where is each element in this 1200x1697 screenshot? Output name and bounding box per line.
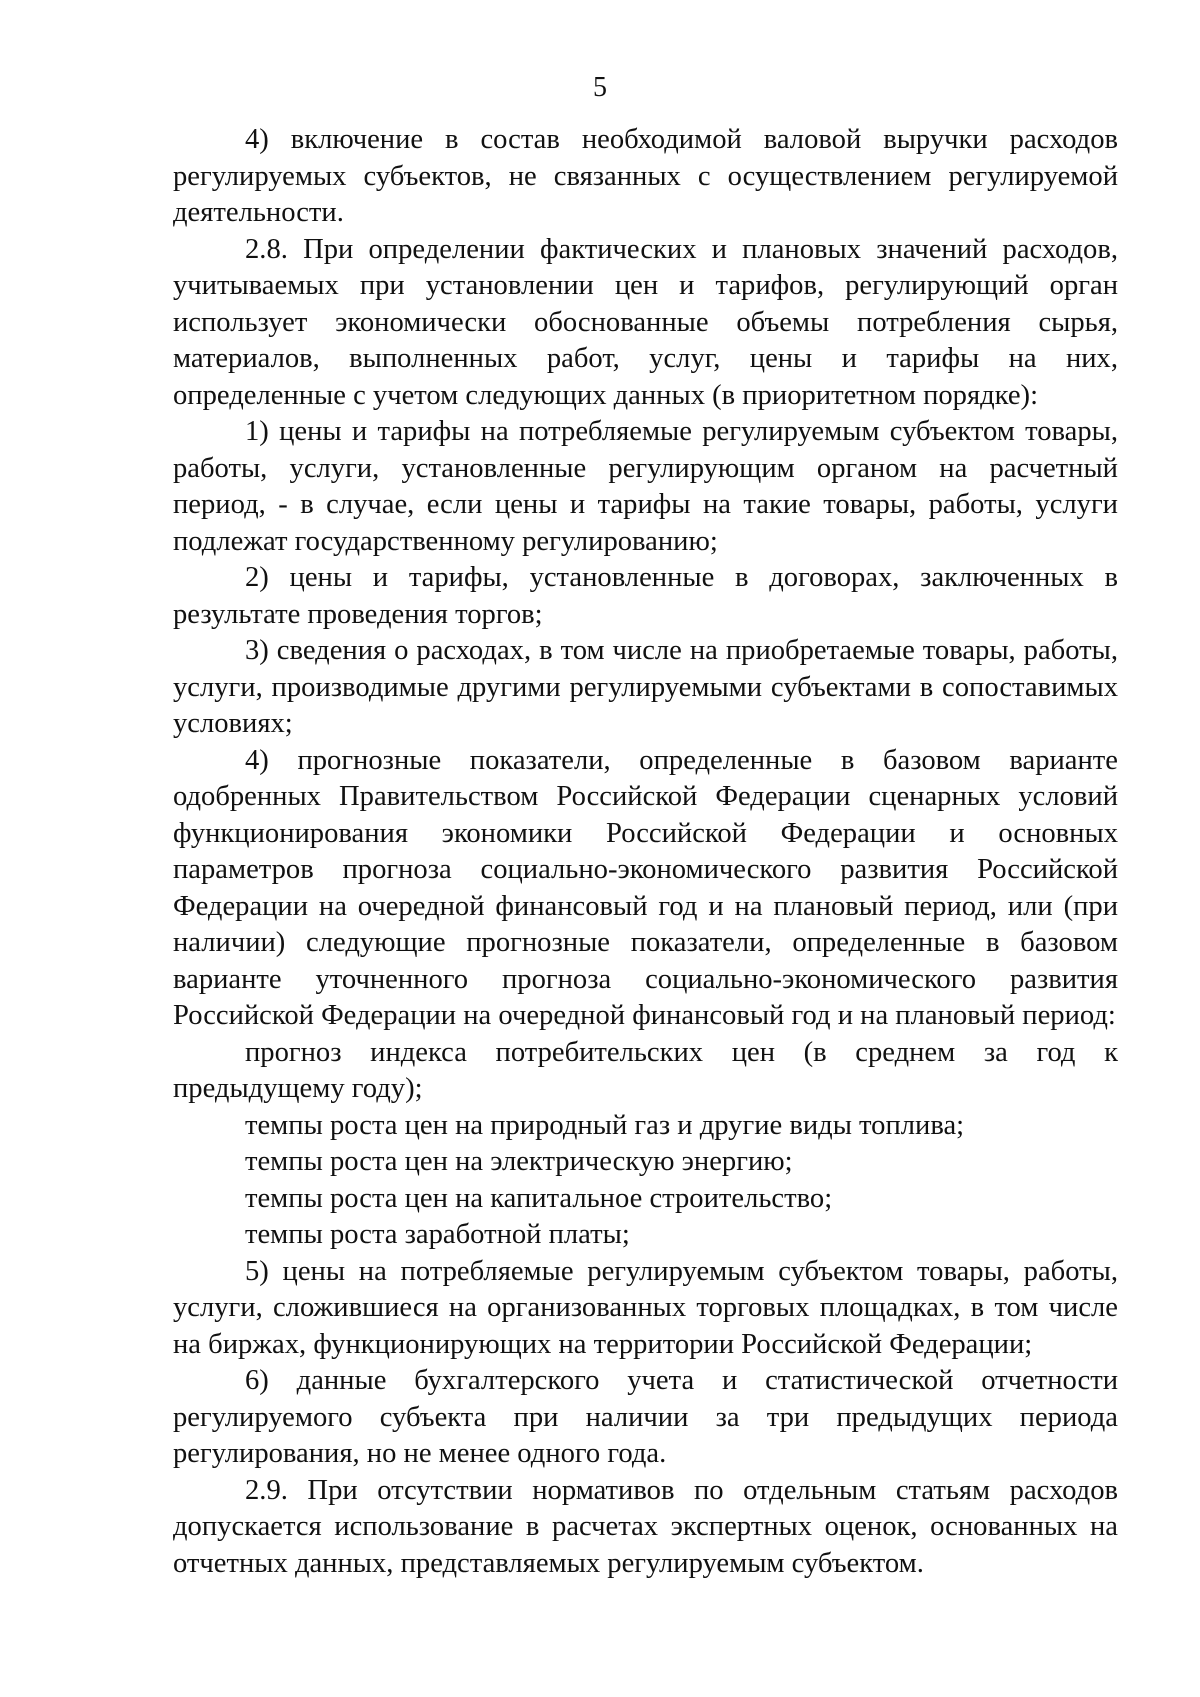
paragraph-wage-growth: темпы роста заработной платы; <box>245 1219 630 1250</box>
paragraph-item-3-comparable-costs: 3) сведения о расходах, в том числе на приобретаемые товары, работы, услуги, производимые другими регулируемыми субъектами в сопоставимых условиях; <box>173 635 1118 739</box>
paragraph-item-6-accounting-data: 6) данные бухгалтерского учета и статистической отчетности регулируемого субъекта при наличии за три предыдущих периода регулирования, но не менее одного года. <box>173 1365 1118 1469</box>
paragraph-item-4-exclusion: 4) включение в состав необходимой валовой выручки расходов регулируемых субъектов, не связанных с осуществлением регулируемой деятельности. <box>173 124 1118 228</box>
paragraph-section-2-9: 2.9. При отсутствии нормативов по отдельным статьям расходов допускается использование в расчетах экспертных оценок, основанных на отчетных данных, представляемых регулируемым субъектом. <box>173 1474 1118 1579</box>
paragraph-section-2-8: 2.8. При определении фактических и плановых значений расходов, учитываемых при установлении цен и тарифов, регулирующий орган использует экономически обоснованные объемы потребления сырья, материалов, выполненных работ, услуг, цены и тарифы на них, определенные с учетом следующих данных (в приоритетном порядке): <box>173 233 1118 411</box>
paragraph-item-4-forecast-indicators: 4) прогнозные показатели, определенные в базовом варианте одобренных Правительством Российской Федерации сценарных условий функционирования экономики Российской Федерации и основных параметров прогноза социально-экономического развития Российской Федерации на очередной финансовый год и на плановый период, или (при наличии) следующие прогнозные показатели, определенные в базовом варианте уточненного прогноза социально-экономического развития Российской Федерации на очередной финансовый год и на плановый период: <box>173 744 1118 1031</box>
paragraph-item-1-regulated-prices: 1) цены и тарифы на потребляемые регулируемым субъектом товары, работы, услуги, установленные регулирующим органом на расчетный период, - в случае, если цены и тарифы на такие товары, работы, услуги подлежат государственному регулированию; <box>173 416 1118 557</box>
document-body <box>173 122 1118 1582</box>
page-number: 5 <box>593 72 607 103</box>
paragraph-electricity-growth: темпы роста цен на электрическую энергию; <box>245 1146 793 1177</box>
paragraph-cpi-forecast: прогноз индекса потребительских цен (в среднем за год к предыдущему году); <box>173 1036 1118 1104</box>
paragraph-gas-fuel-growth: темпы роста цен на природный газ и другие виды топлива; <box>245 1109 965 1141</box>
paragraph-construction-growth: темпы роста цен на капитальное строительство; <box>245 1182 833 1214</box>
paragraph-item-2-tender-prices: 2) цены и тарифы, установленные в договорах, заключенных в результате проведения торгов; <box>173 562 1118 630</box>
paragraph-item-5-exchange-prices: 5) цены на потребляемые регулируемым субъектом товары, работы, услуги, сложившиеся на организованных торговых площадках, в том числе на биржах, функционирующих на территории Российской Федерации; <box>173 1255 1118 1360</box>
